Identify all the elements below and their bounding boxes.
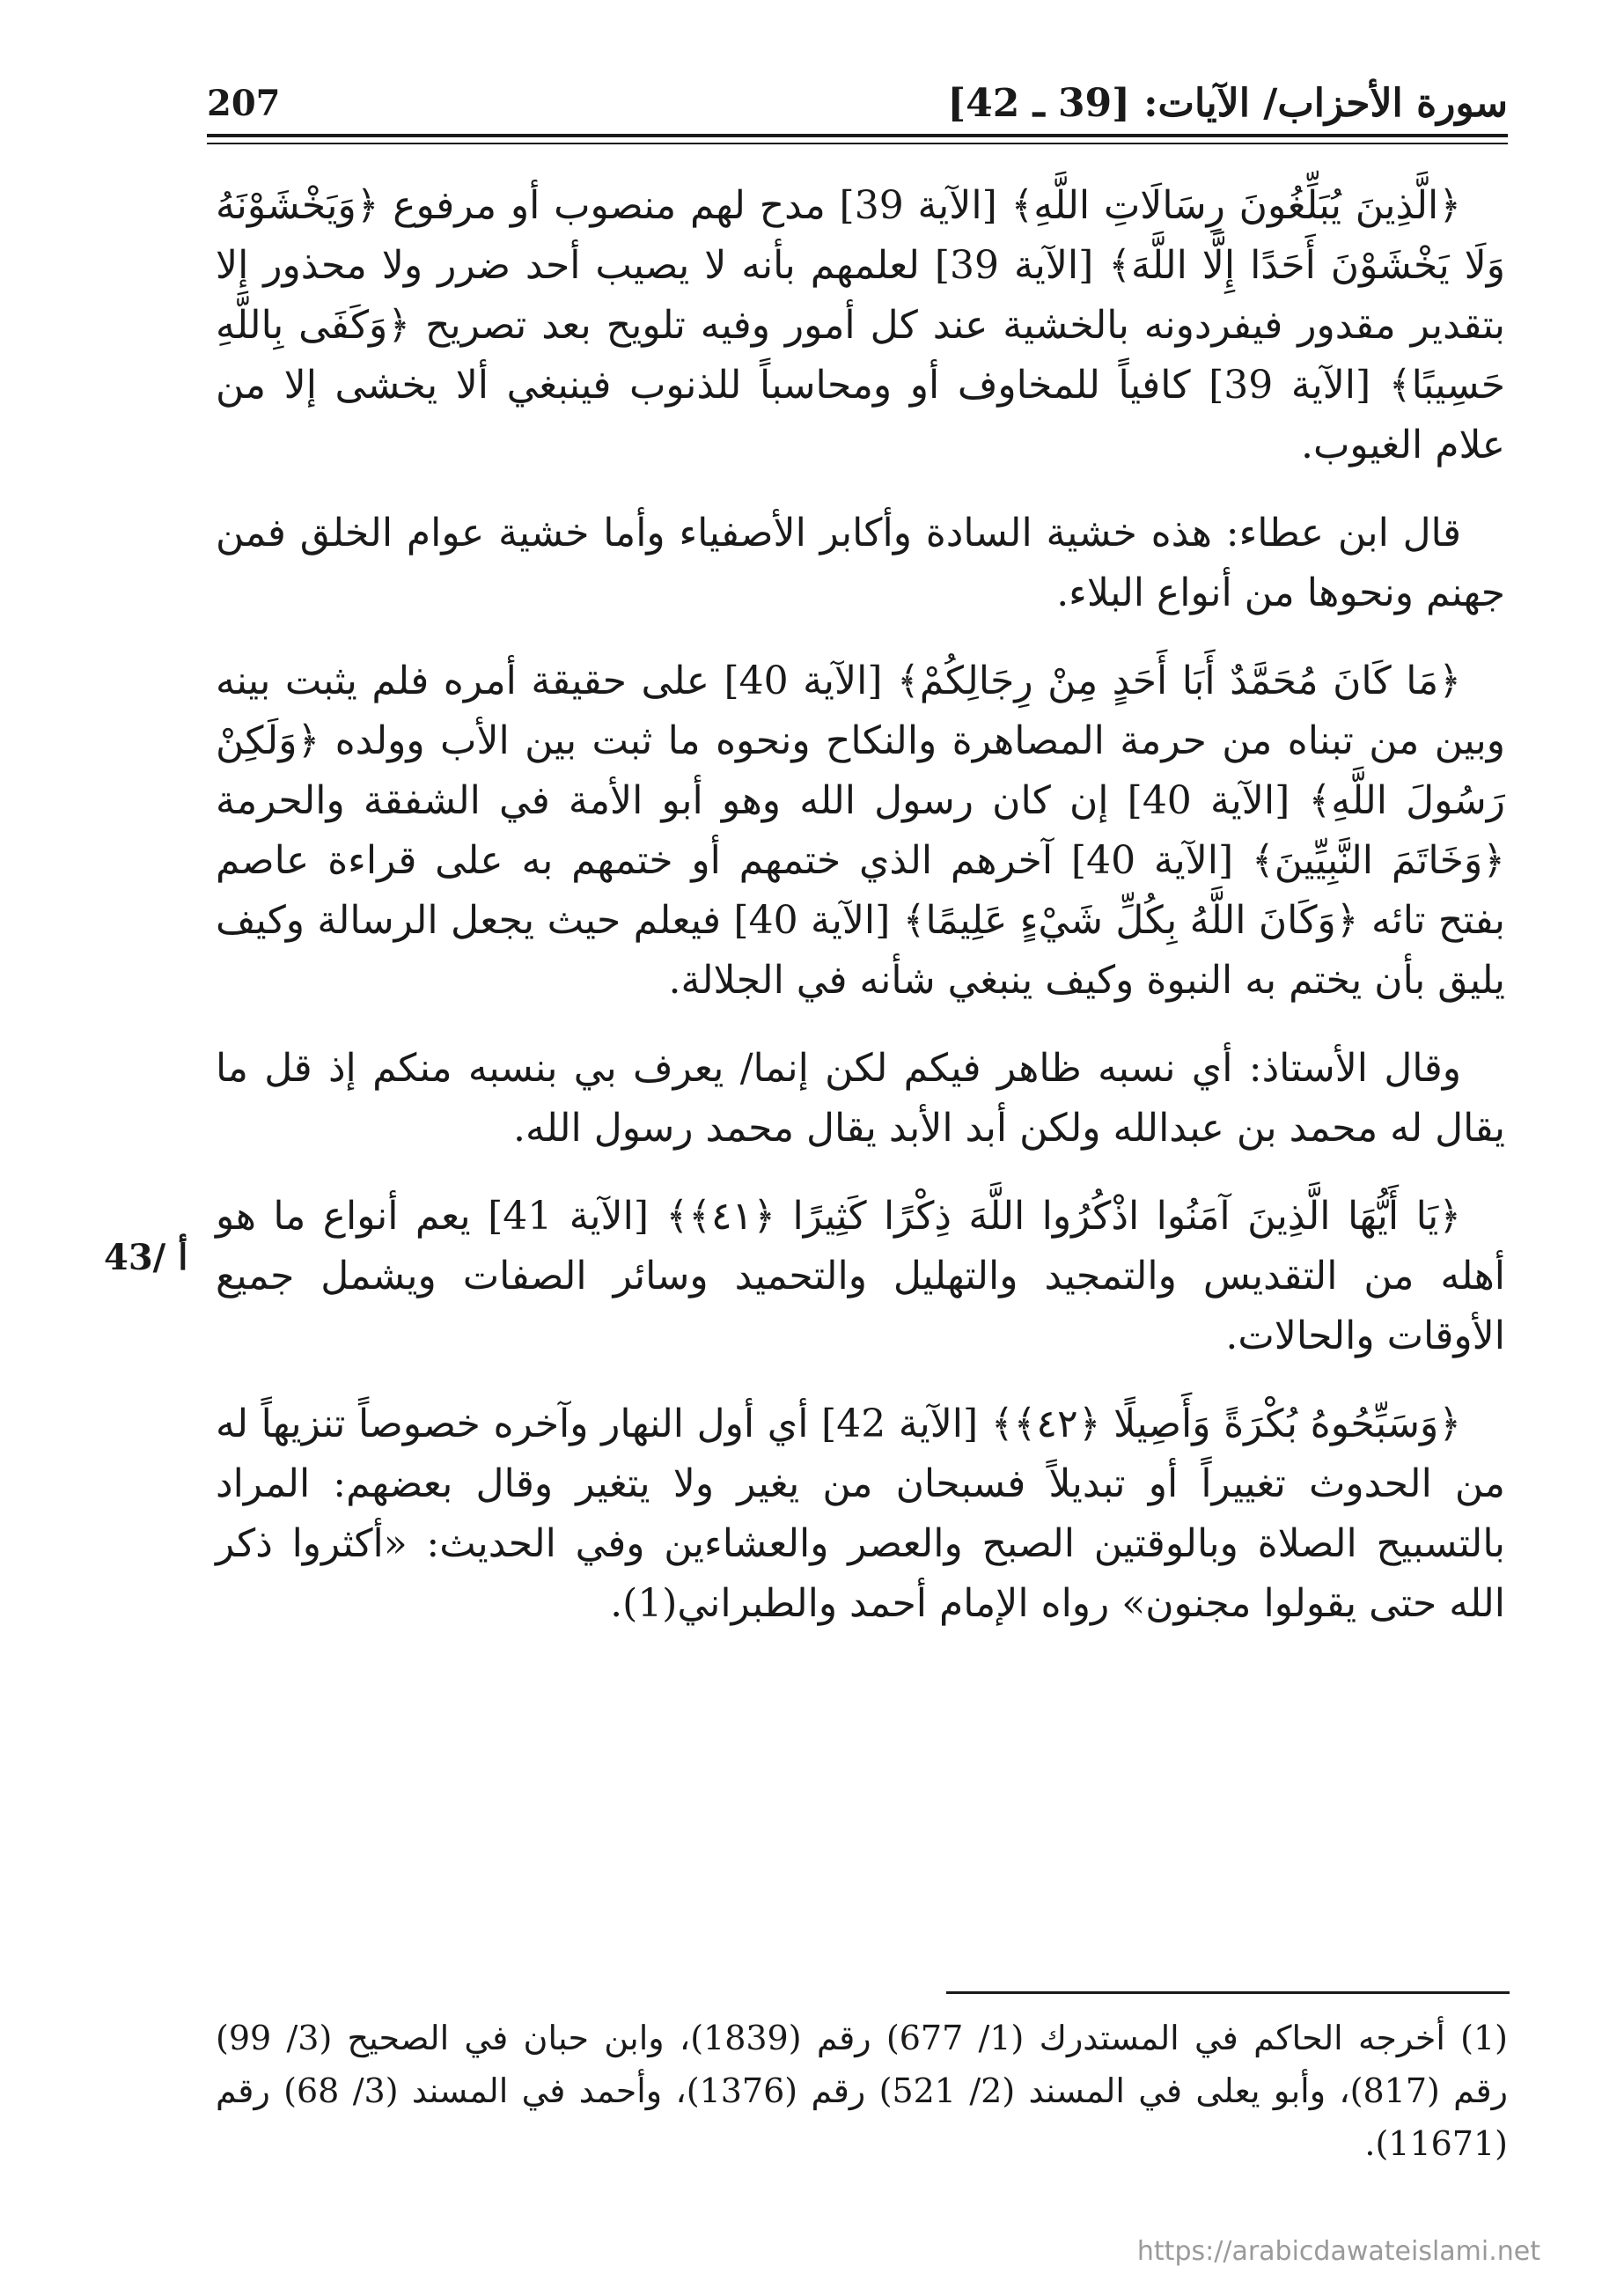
paragraph-verse-40: ﴿مَا كَانَ مُحَمَّدٌ أَبَا أَحَدٍ مِنْ رِجَالِكُمْ﴾ [الآية 40] على حقيقة أمره فلم يثبت بينه وبين من تبناه من حرمة المصاهرة والنكاح ونحوه ما ثبت بين الأب وولده ﴿وَلَكِنْ رَسُولَ اللَّهِ﴾ [الآية 40] إن كان رسول الله وهو أبو الأمة في الشفقة والحرمة ﴿وَخَاتَمَ النَّبِيِّينَ﴾ [الآية 40] آخرهم الذي ختمهم أو ختمهم به على قراءة عاصم بفتح تائه ﴿وَكَانَ اللَّهُ بِكُلِّ شَيْءٍ عَلِيمًا﴾ [الآية 40] فيعلم حيث يجعل الرسالة وكيف يليق بأن يختم به النبوة وكيف ينبغي شأنه في الجلالة. xyxy=(216,658,1506,1003)
page-number: 207 xyxy=(207,83,281,124)
main-text xyxy=(216,176,1505,1662)
paragraph-verse-39: ﴿الَّذِينَ يُبَلِّغُونَ رِسَالَاتِ اللَّهِ﴾ [الآية 39] مدح لهم منصوب أو مرفوع ﴿وَيَخْشَوْنَهُ وَلَا يَخْشَوْنَ أَحَدًا إِلَّا اللَّهَ﴾ [الآية 39] لعلمهم بأنه لا يصيب أحد ضرر ولا محذور إلا بتقدير مقدور فيفردونه بالخشية عند كل أمور وفيه تلويح بعد تصريح ﴿وَكَفَى بِاللَّهِ حَسِيبًا﴾ [الآية 39] كافياً للمخاوف أو ومحاسباً للذنوب فينبغي ألا يخشى إلا من علام الغيوب. xyxy=(216,183,1506,467)
paragraph-ibn-ata: قال ابن عطاء: هذه خشية السادة وأكابر الأصفياء وأما خشية عوام الخلق فمن جهنم ونحوها من أنواع البلاء. xyxy=(216,511,1505,615)
paragraph-ustadh: وقال الأستاذ: أي نسبه ظاهر فيكم لكن إنما/ يعرف بي بنسبه منكم إذ قل ما يقال له محمد بن عبدالله ولكن أبد الأبد يقال محمد رسول الله. xyxy=(216,1046,1505,1151)
footnote: (1) أخرجه الحاكم في المستدرك (1/ 677) رقم (1839)، وابن حبان في الصحيح (3/ 99) رقم (817)، وأبو يعلى في المسند (2/ 521) رقم (1376)، وأحمد في المسند (3/ 68) رقم (11671). xyxy=(216,2019,1508,2163)
paragraph-verse-42: ﴿وَسَبِّحُوهُ بُكْرَةً وَأَصِيلًا ﴿٤٢﴾﴾ [الآية 42] أي أول النهار وآخره خصوصاً تنزيهاً له من الحدوث تغييراً أو تبديلاً فسبحان من يغير ولا يتغير وقال بعضهم: المراد بالتسبيح الصلاة وبالوقتين الصبح والعصر والعشاءين وفي الحديث: «أكثروا ذكر الله حتى يقولوا مجنون» رواه الإمام أحمد والطبراني(1). xyxy=(216,1401,1505,1626)
footnote-separator xyxy=(946,1991,1510,1994)
header-rule-thick xyxy=(207,134,1508,137)
watermark-url: https://arabicdawateislami.net xyxy=(1136,2236,1540,2267)
paragraph-verse-41: ﴿يَا أَيُّهَا الَّذِينَ آمَنُوا اذْكُرُوا اللَّهَ ذِكْرًا كَثِيرًا ﴿٤١﴾﴾ [الآية 41] يعم أنواع ما هو أهله من التقديس والتمجيد والتهليل والتحميد وسائر الصفات ويشمل جميع الأوقات والحالات. xyxy=(216,1194,1505,1358)
page-header xyxy=(207,77,1508,139)
running-title: سورة الأحزاب/ الآيات: [39 ـ 42] xyxy=(947,81,1508,126)
header-rule-thin xyxy=(207,143,1508,144)
manuscript-folio-note: 43/ أ xyxy=(104,1237,188,1278)
